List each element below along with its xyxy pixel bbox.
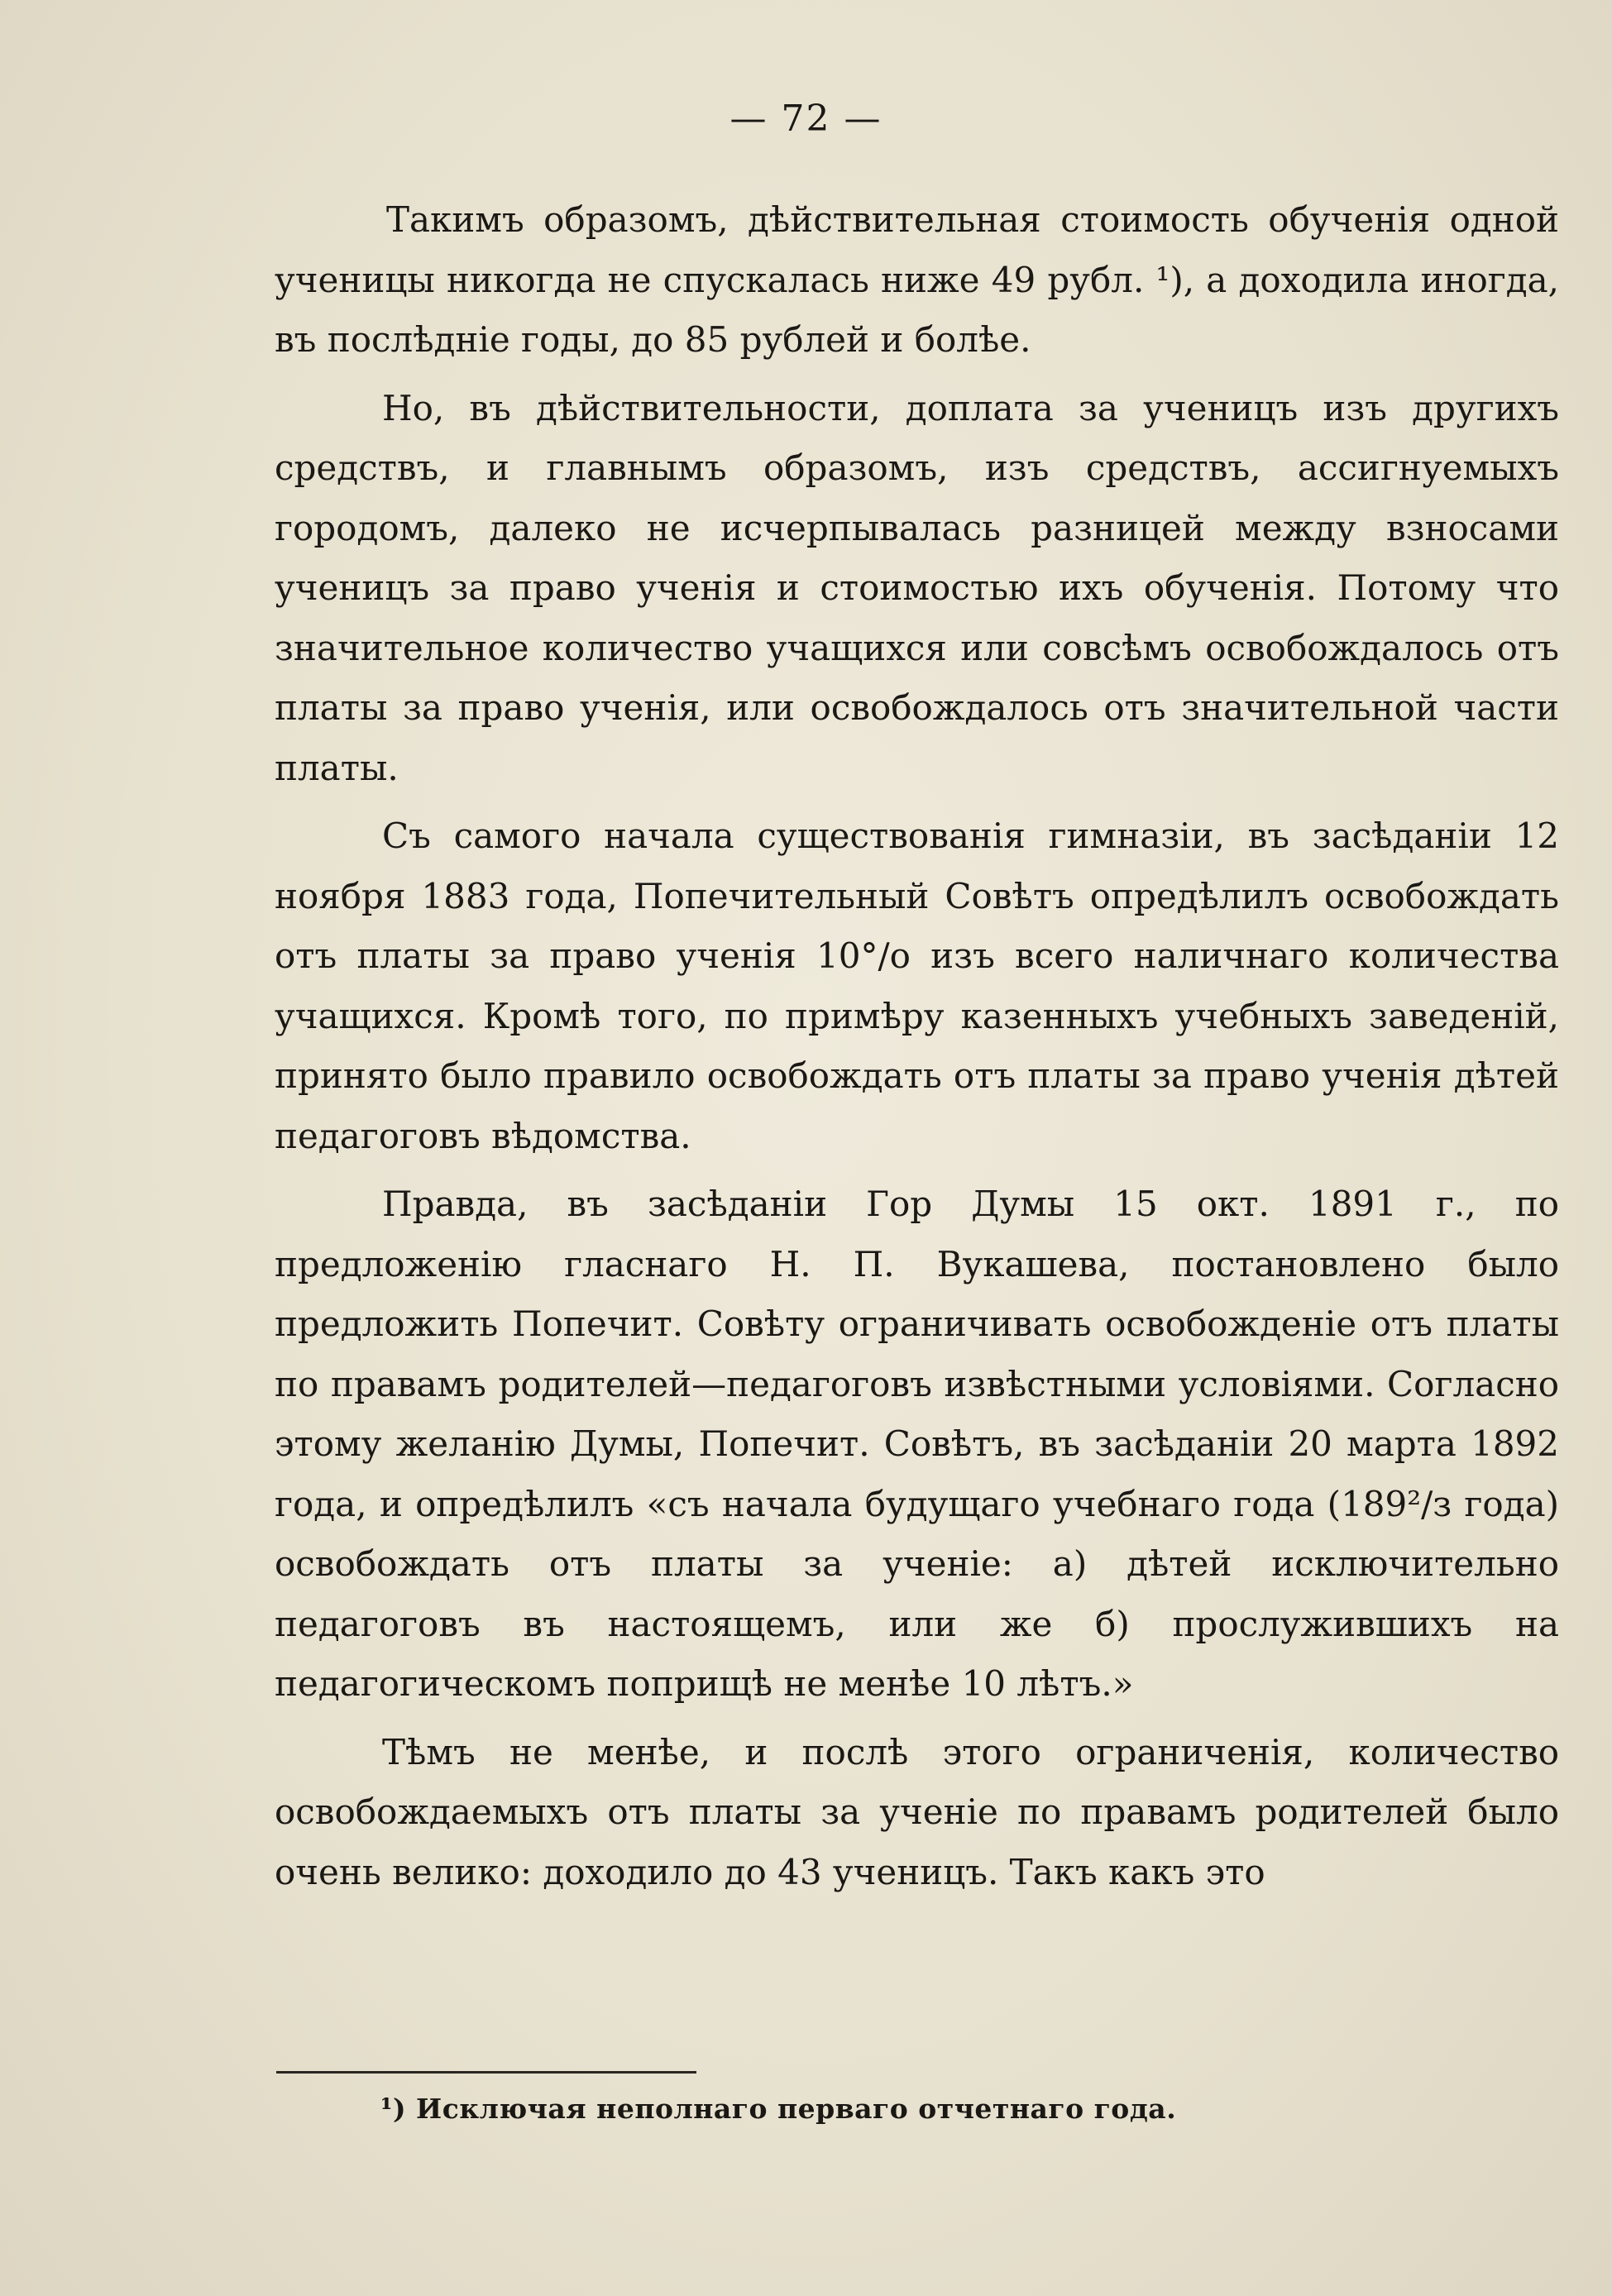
footnote: ¹) Исключая неполнаго перваго отчетнаго года.	[380, 2093, 1177, 2125]
footnote-divider	[276, 2071, 696, 2074]
page-number: — 72 —	[729, 98, 883, 140]
paragraph: Правда, въ засѣданіи Гор Думы 15 окт. 1891 г., по предложенію гласнаго Н. П. Вукашева, постановлено было предложить Попечит. Совѣту ограничивать освобожденіе отъ платы по правамъ родителей—педагоговъ извѣстными условіями. Согласно этому желанію Думы, Попечит. Совѣтъ, въ засѣданіи 20 марта 1892 года, и опредѣлилъ «съ начала будущаго учебнаго года (189²/з года) освобождать отъ платы за ученіе: а) дѣтей исключительно педагоговъ въ настоящемъ, или же б) прослужившихъ на педагогическомъ поприщѣ не менѣе 10 лѣтъ.»	[275, 1184, 1559, 1704]
paragraph: Такимъ образомъ, дѣйствительная стоимость обученія одной ученицы никогда не спускалась ниже 49 рубл. ¹), а доходила иногда, въ послѣдніе годы, до 85 рублей и болѣе.	[275, 199, 1559, 360]
paragraph: Съ самого начала существованія гимназіи, въ засѣданіи 12 ноября 1883 года, Попечительный Совѣтъ опредѣлилъ освобождать отъ платы за право ученія 10°/о изъ всего наличнаго количества учащихся. Кромѣ того, по примѣру казенныхъ учебныхъ заведеній, принято было правило освобождать отъ платы за право ученія дѣтей педагоговъ вѣдомства.	[275, 816, 1559, 1156]
paragraph: Тѣмъ не менѣе, и послѣ этого ограниченія, количество освобождаемыхъ отъ платы за ученіе по правамъ родителей было очень велико: доходило до 43 ученицъ. Такъ какъ это	[275, 1731, 1559, 1892]
main-text	[275, 190, 1559, 1911]
paragraph: Но, въ дѣйствительности, доплата за ученицъ изъ другихъ средствъ, и главнымъ образомъ, изъ средствъ, ассигнуемыхъ городомъ, далеко не исчерпывалась разницей между взносами ученицъ за право ученія и стоимостью ихъ обученія. Потому что значительное количество учащихся или совсѣмъ освобождалось отъ платы за право ученія, или освобождалось отъ значительной части платы.	[275, 387, 1559, 788]
